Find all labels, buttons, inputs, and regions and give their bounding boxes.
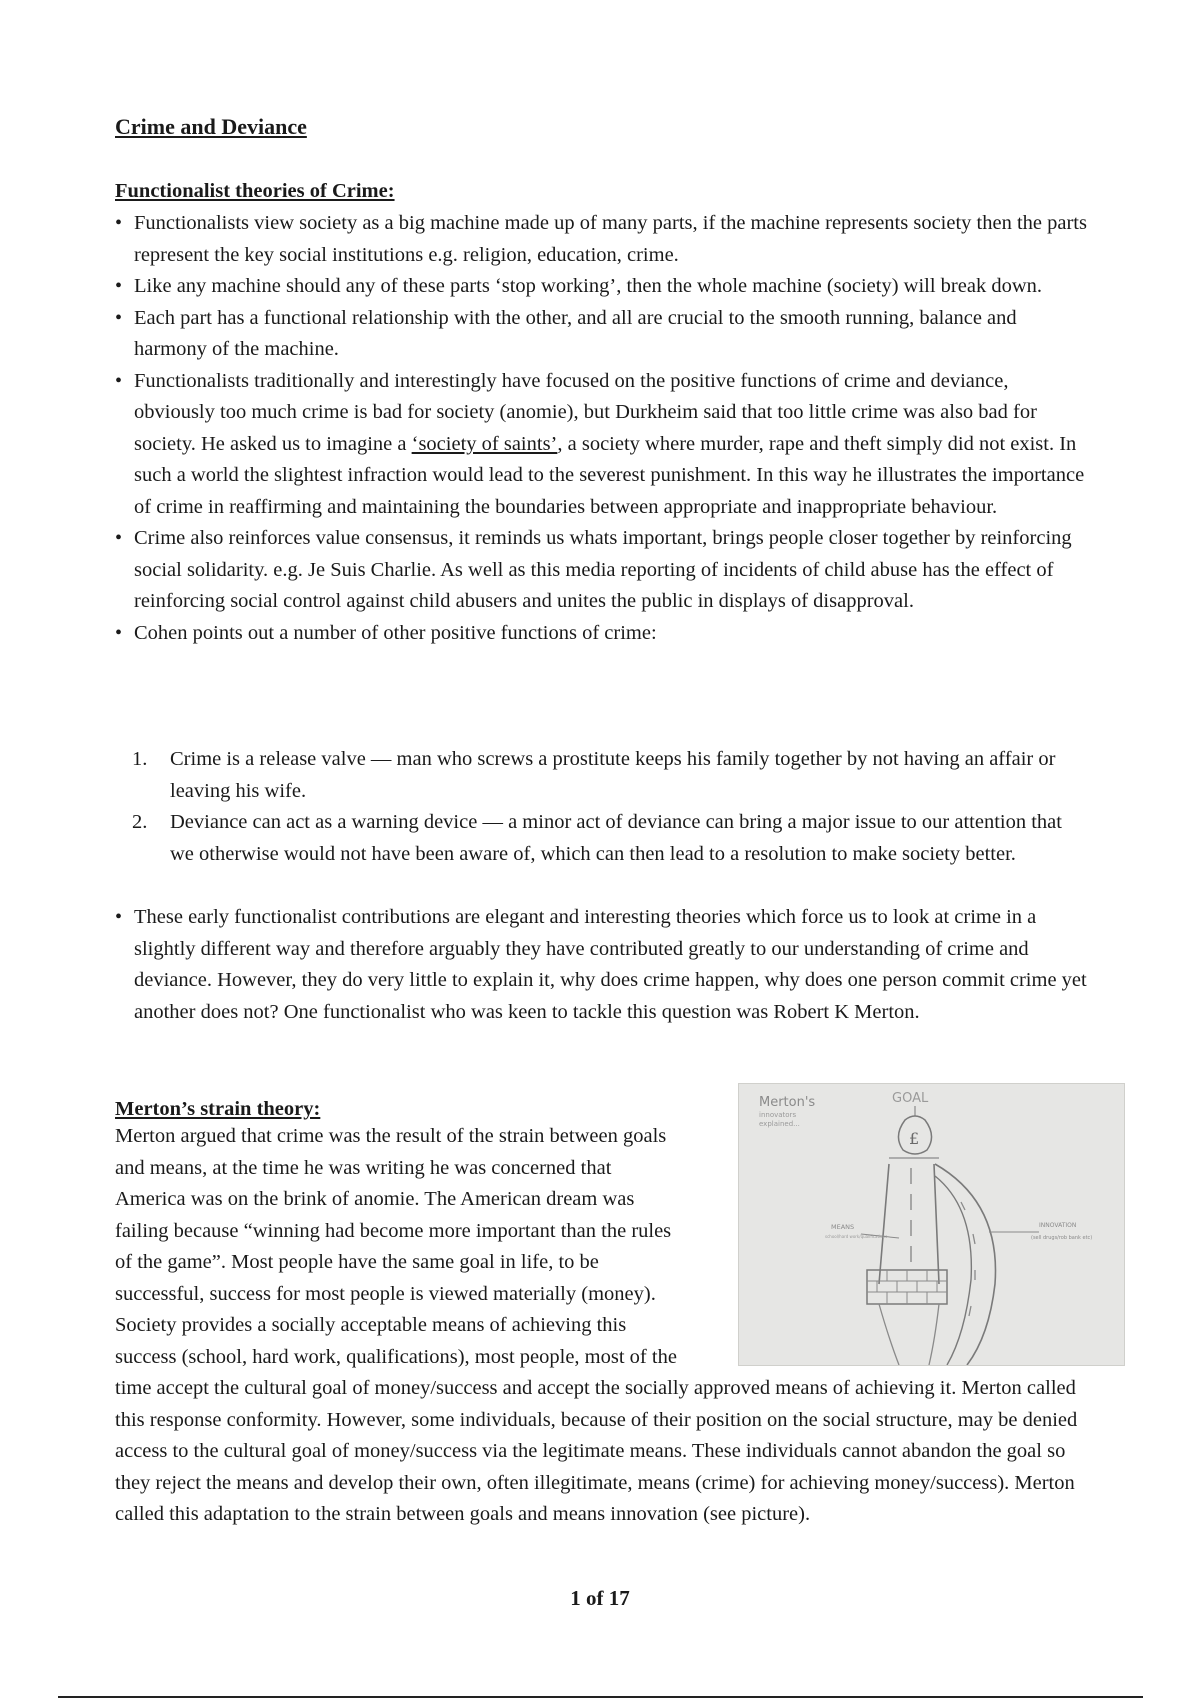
list-item <box>115 303 1090 366</box>
cohen-intro: Cohen points out a number of other positive functions of crime: <box>134 621 657 644</box>
page-number: 1 of 17 <box>570 1586 630 1610</box>
bullet-icon: • <box>115 306 123 329</box>
merton-diagram-photo <box>738 1083 1125 1366</box>
means-road-edges <box>879 1164 939 1284</box>
innovation-road-outer <box>935 1164 996 1365</box>
conclusion-bullet-list <box>115 902 1090 1028</box>
diagram-title-line1: Merton's <box>759 1095 816 1110</box>
bullet-icon: • <box>115 275 123 297</box>
bullet-icon: • <box>115 369 123 392</box>
bullet-text: Functionalists view society as a big machine made up of many parts, if the machine represents society then the parts represent the key social institutions e.g. religion, education, crime. <box>134 212 1087 266</box>
bullet-icon: • <box>115 621 123 644</box>
item-text: Crime is a release valve — man who screws a prostitute keeps his family together by not having an affair or leaving his wife. <box>170 748 1056 802</box>
item-number: 2. <box>132 811 148 833</box>
diagram-means-label: MEANS <box>831 1223 855 1231</box>
list-item <box>115 208 1090 271</box>
diagram-goal-label: GOAL <box>892 1091 929 1106</box>
list-item <box>115 366 1090 524</box>
diagram-means-sub: school/hard work/qualifications <box>825 1234 888 1239</box>
bullet-text: Each part has a functional relationship with the other, and all are crucial to the smooth running, balance and harmony of the machine. <box>134 306 1017 360</box>
diagram-title-line3: explained... <box>759 1120 800 1128</box>
list-item <box>115 807 1090 870</box>
road-lower <box>879 1304 939 1365</box>
durkheim-text-before: Functionalists traditionally and interestingly have focused on the positive functions of crime and deviance, obviously too much crime is bad for society (anomie), but Durkheim said that too little crime was also bad for society. He asked us to imagine a <box>134 369 1037 455</box>
diagram-innovation-sub: (sell drugs/rob bank etc) <box>1031 1235 1093 1241</box>
diagram-innovation-label: INNOVATION <box>1039 1222 1077 1229</box>
footer-divider <box>58 1696 1143 1698</box>
bullet-icon: • <box>115 527 123 549</box>
item-number: 1. <box>132 748 148 770</box>
list-item <box>115 618 1090 650</box>
diagram-title-line2: innovators <box>759 1111 797 1119</box>
document-title: Crime and Deviance <box>115 114 307 139</box>
bullet-icon: • <box>115 212 123 234</box>
list-item <box>115 523 1090 618</box>
functionalist-heading: Functionalist theories of Crime: <box>115 180 395 202</box>
money-symbol: £ <box>909 1129 920 1148</box>
bullet-text: These early functionalist contributions are elegant and interesting theories which force us to look at crime in a slightly different way and therefore arguably they have contributed greatly to our understanding of crime and deviance. However, they do very little to explain it, why does crime happen, why does one person commit crime yet another does not? One functionalist who was keen to tackle this question was Robert K Merton. <box>134 906 1087 1023</box>
list-item <box>115 271 1090 303</box>
bullet-icon: • <box>115 906 123 928</box>
bullet-text: Like any machine should any of these parts ‘stop working’, then the whole machine (society) will break down. <box>134 275 1043 297</box>
bullet-text: Crime also reinforces value consensus, it reminds us whats important, brings people closer together by reinforcing social solidarity. e.g. Je Suis Charlie. As well as this media reporting of incidents of child abuse has the effect of reinforcing social control against child abusers and unites the public in displays of disapproval. <box>134 527 1072 612</box>
list-item <box>115 902 1090 1028</box>
merton-diagram-sketch <box>739 1084 1124 1365</box>
merton-paragraph-text: Merton argued that crime was the result of the strain between goals and means, at the time he was writing he was concerned that America was on the brink of anomie. The American dream was failing because “winning had become more important than the rules of the game”. Most people have the same goal in life, to be successful, success for most people is viewed materially (money). Society provides a socially acceptable means of achieving this success (school, hard work, qualifications), most people, most of the time accept the cultural goal of money/success and accept the socially approved means of achieving it. Merton called this response conformity. However, some individuals, because of their position on the social structure, may be denied access to the cultural goal of money/success via the legitimate means. These individuals cannot abandon the goal so they reject the means and develop their own, often illegitimate, means (crime) for achieving money/success). Merton called this adaptation to the strain between goals and means innovation (see picture). <box>115 1125 1078 1525</box>
cohen-numbered-list <box>115 744 1090 870</box>
durkheim-text-after: , a society where murder, rape and theft simply did not exist. In such a world the slightest infraction would lead to the severest punishment. In this way he illustrates the importance of crime in reaffirming and maintaining the boundaries between appropriate and inappropriate behaviour. <box>134 432 1085 518</box>
list-item <box>115 744 1090 807</box>
merton-heading: Merton’s strain theory: <box>115 1098 321 1120</box>
item-text: Deviance can act as a warning device — a minor act of deviance can bring a major issue to our attention that we otherwise would not have been aware of, which can then lead to a resolution to make society better. <box>170 811 1062 865</box>
society-of-saints-phrase: ‘society of saints’ <box>411 432 558 455</box>
functionalist-bullet-list <box>115 208 1090 649</box>
